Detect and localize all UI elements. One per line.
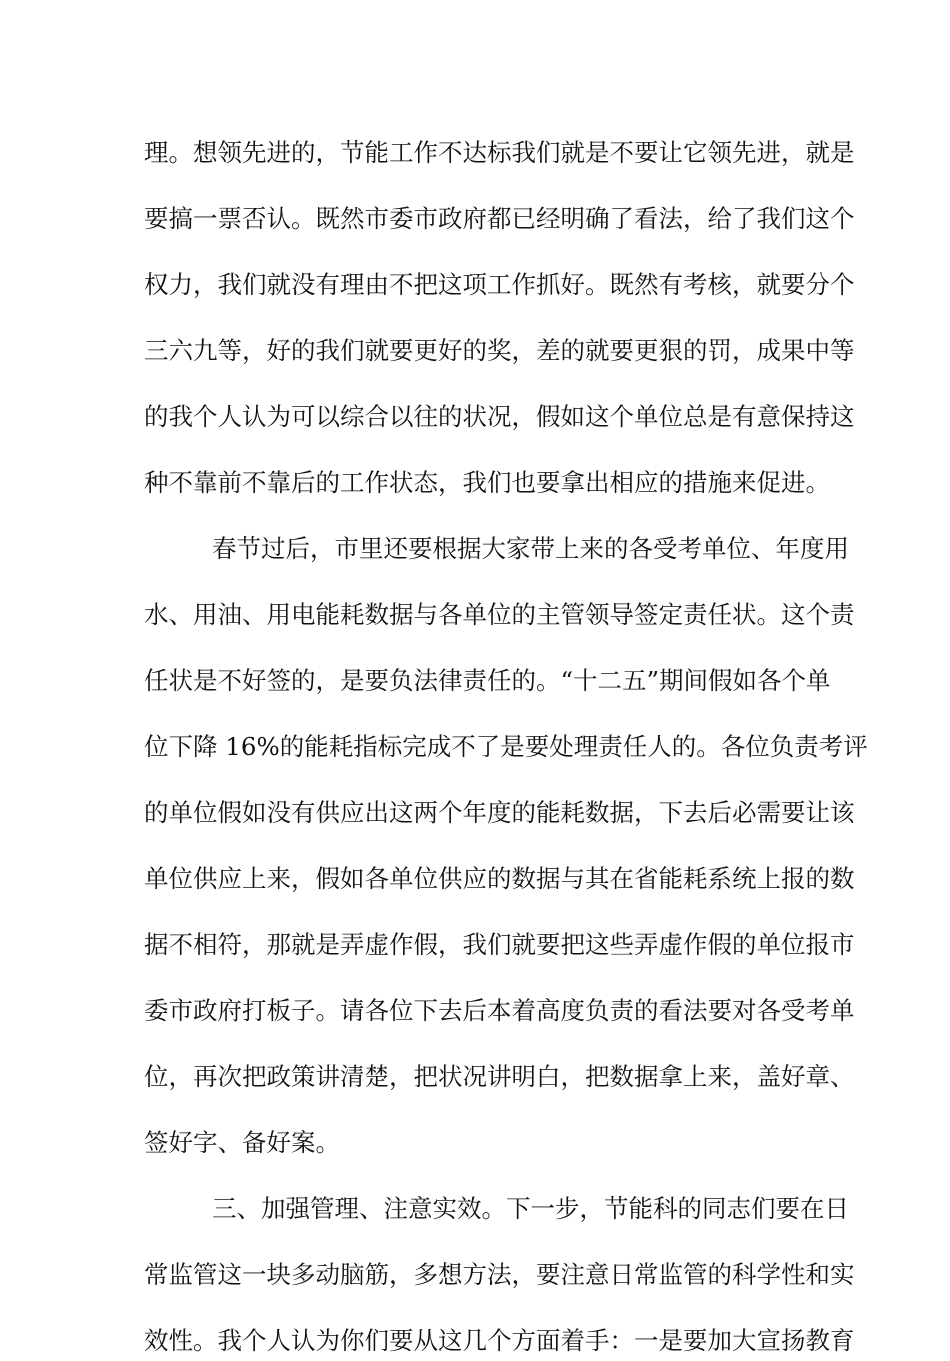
- text-line: 签好字、备好案。: [144, 1128, 340, 1157]
- paragraph-first-line: 三、加强管理、注意实效。下一步，节能科的同志们要在日: [212, 1194, 849, 1223]
- text-line: 任状是不好签的，是要负法律责任的。“十二五”期间假如各个单: [144, 666, 831, 695]
- paragraph-first-line: 春节过后，市里还要根据大家带上来的各受考单位、年度用: [212, 534, 849, 563]
- text-line: 委市政府打板子。请各位下去后本着高度负责的看法要对各受考单: [144, 996, 855, 1025]
- text-line: 理。想领先进的，节能工作不达标我们就是不要让它领先进，就是: [144, 138, 855, 167]
- text-line: 位，再次把政策讲清楚，把状况讲明白，把数据拿上来，盖好章、: [144, 1062, 855, 1091]
- text-line: 常监管这一块多动脑筋，多想方法，要注意日常监管的科学性和实: [144, 1260, 855, 1289]
- text-line: 要搞一票否认。既然市委市政府都已经明确了看法，给了我们这个: [144, 204, 855, 233]
- text-line: 水、用油、用电能耗数据与各单位的主管领导签定责任状。这个责: [144, 600, 855, 629]
- text-line: 效性。我个人认为你们要从这几个方面着手：一是要加大宣扬教育: [144, 1326, 855, 1355]
- text-line: 位下降 16%的能耗指标完成不了是要处理责任人的。各位负责考评: [144, 732, 868, 761]
- text-line: 据不相符，那就是弄虚作假，我们就要把这些弄虚作假的单位报市: [144, 930, 855, 959]
- text-line: 三六九等，好的我们就要更好的奖，差的就要更狠的罚，成果中等: [144, 336, 855, 365]
- text-line: 种不靠前不靠后的工作状态，我们也要拿出相应的措施来促进。: [144, 468, 830, 497]
- text-line: 权力，我们就没有理由不把这项工作抓好。既然有考核，就要分个: [144, 270, 855, 299]
- text-line: 的单位假如没有供应出这两个年度的能耗数据，下去后必需要让该: [144, 798, 855, 827]
- text-line: 单位供应上来，假如各单位供应的数据与其在省能耗系统上报的数: [144, 864, 855, 893]
- text-line: 的我个人认为可以综合以往的状况，假如这个单位总是有意保持这: [144, 402, 855, 431]
